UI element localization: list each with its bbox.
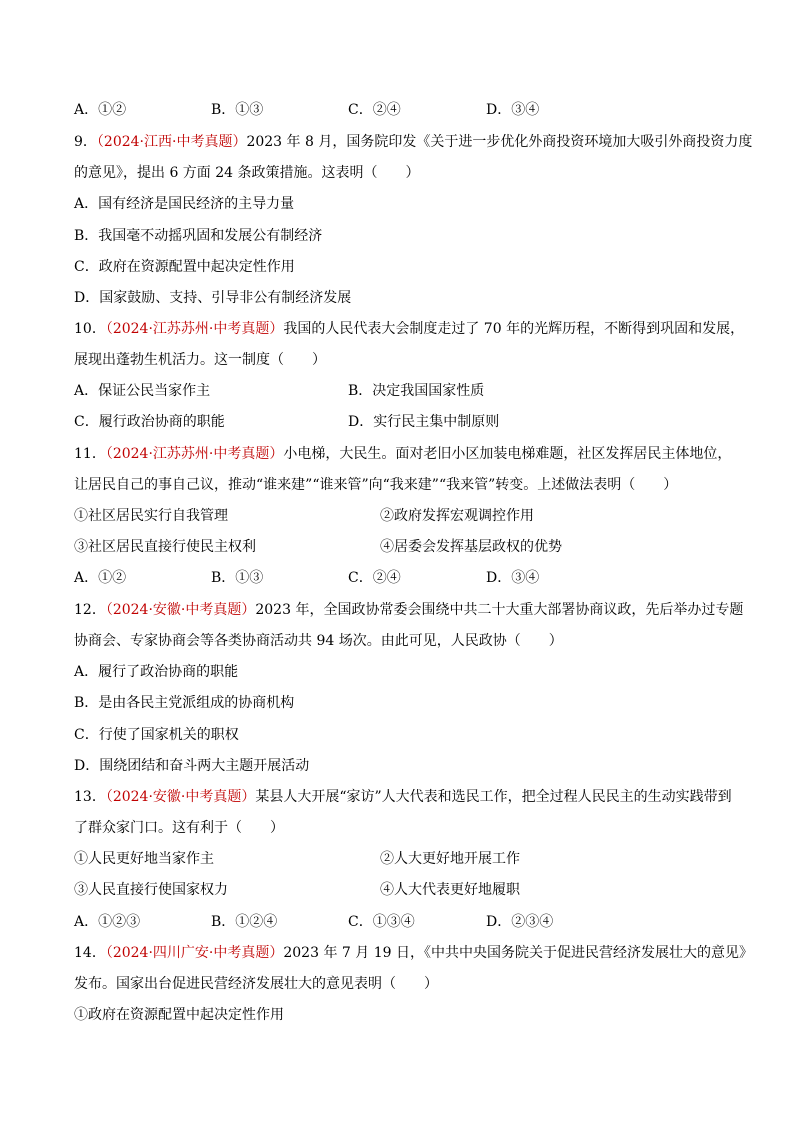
q8-option-a: A．①②	[74, 102, 127, 118]
q13-item-3: ③人民直接行使国家权力	[74, 882, 228, 898]
q13-number: 13．	[74, 789, 106, 805]
q11-option-d: D．③④	[486, 570, 540, 586]
q13-stem-line1	[74, 787, 732, 807]
q11-item-4: ④居委会发挥基层政权的优势	[380, 539, 562, 555]
q12-stem-line1	[74, 600, 743, 620]
q14-text-1: 2023 年 7 月 19 日，《中共中央国务院关于促进民营经济发展壮大的意见》	[283, 945, 753, 961]
q12-stem-line2: 协商会、专家协商会等各类协商活动共 94 场次。由此可见，人民政协（ ）	[74, 633, 563, 649]
q11-text-1: 小电梯，大民生。面对老旧小区加装电梯难题，社区发挥居民主体地位，	[283, 446, 732, 462]
q11-number: 11．	[74, 446, 106, 462]
q9-text-1: 2023 年 8 月，国务院印发《关于进一步优化外商投资环境加大吸引外商投资力度	[246, 134, 753, 150]
q12-text-1: 2023 年，全国政协常委会围绕中共二十大重大部署协商议政，先后举办过专题	[255, 602, 744, 618]
q9-option-d: D．国家鼓励、支持、引导非公有制经济发展	[74, 290, 352, 306]
q13-option-c: C．①③④	[348, 914, 415, 930]
q9-option-a: A．国有经济是国民经济的主导力量	[74, 196, 295, 212]
q10-option-b: B．决定我国国家性质	[348, 383, 485, 399]
q10-option-d: D．实行民主集中制原则	[348, 414, 500, 430]
q14-number: 14．	[74, 945, 106, 961]
q10-stem-line1	[74, 319, 744, 339]
q11-item-3: ③社区居民直接行使民主权利	[74, 539, 256, 555]
q11-source: （2024·江苏苏州·中考真题）	[105, 446, 284, 462]
q11-item-2: ②政府发挥宏观调控作用	[380, 508, 534, 524]
q12-option-a: A．履行了政治协商的职能	[74, 664, 239, 680]
q11-item-1: ①社区居民实行自我管理	[74, 508, 228, 524]
q8-option-b: B．①③	[211, 102, 264, 118]
q11-option-c: C．②④	[348, 570, 401, 586]
q13-item-4: ④人大代表更好地履职	[380, 882, 520, 898]
q11-stem-line2: 让居民自己的事自己议，推动“谁来建”“谁来管”向“我来建”“我来管”转变。上述做法表明（ ）	[74, 477, 678, 493]
q14-item-1: ①政府在资源配置中起决定性作用	[74, 1007, 284, 1023]
q10-source: （2024·江苏苏州·中考真题）	[105, 321, 284, 337]
q10-option-c: C．履行政治协商的职能	[74, 414, 225, 430]
q9-source: （2024·江西·中考真题）	[96, 134, 247, 150]
q13-option-b: B．①②④	[211, 914, 278, 930]
q13-option-d: D．②③④	[486, 914, 554, 930]
q11-option-b: B．①③	[211, 570, 264, 586]
q12-source: （2024·安徽·中考真题）	[105, 602, 256, 618]
q12-option-d: D．围绕团结和奋斗两大主题开展活动	[74, 758, 310, 774]
q10-number: 10．	[74, 321, 106, 337]
q12-number: 12．	[74, 602, 106, 618]
q9-option-c: C．政府在资源配置中起决定性作用	[74, 259, 295, 275]
q13-option-a: A．①②③	[74, 914, 141, 930]
q11-option-a: A．①②	[74, 570, 127, 586]
q9-stem-line2: 的意见》，提出 6 方面 24 条政策措施。这表明（ ）	[74, 165, 420, 181]
q10-text-1: 我国的人民代表大会制度走过了 70 年的光辉历程，不断得到巩固和发展，	[283, 321, 745, 337]
q8-option-d: D．③④	[486, 102, 540, 118]
q9-number: 9．	[74, 134, 97, 150]
q13-source: （2024·安徽·中考真题）	[105, 789, 256, 805]
q14-stem-line2: 发布。国家出台促进民营经济发展壮大的意见表明（ ）	[74, 976, 438, 992]
q12-option-c: C．行使了国家机关的职权	[74, 727, 239, 743]
q13-item-2: ②人大更好地开展工作	[380, 851, 520, 867]
q14-source: （2024·四川广安·中考真题）	[105, 945, 284, 961]
q9-option-b: B．我国毫不动摇巩固和发展公有制经济	[74, 228, 323, 244]
q10-option-a: A．保证公民当家作主	[74, 383, 211, 399]
q12-option-b: B．是由各民主党派组成的协商机构	[74, 695, 295, 711]
q9-stem-line1	[74, 132, 752, 152]
q11-stem-line1	[74, 444, 731, 464]
q13-item-1: ①人民更好地当家作主	[74, 851, 214, 867]
q14-stem-line1	[74, 943, 753, 963]
q8-option-c: C．②④	[348, 102, 401, 118]
q10-stem-line2: 展现出蓬勃生机活力。这一制度（ ）	[74, 352, 326, 368]
q13-stem-line2: 了群众家门口。这有利于（ ）	[74, 820, 284, 836]
q13-text-1: 某县人大开展“家访”人大代表和选民工作，把全过程人民民主的生动实践带到	[255, 789, 732, 805]
